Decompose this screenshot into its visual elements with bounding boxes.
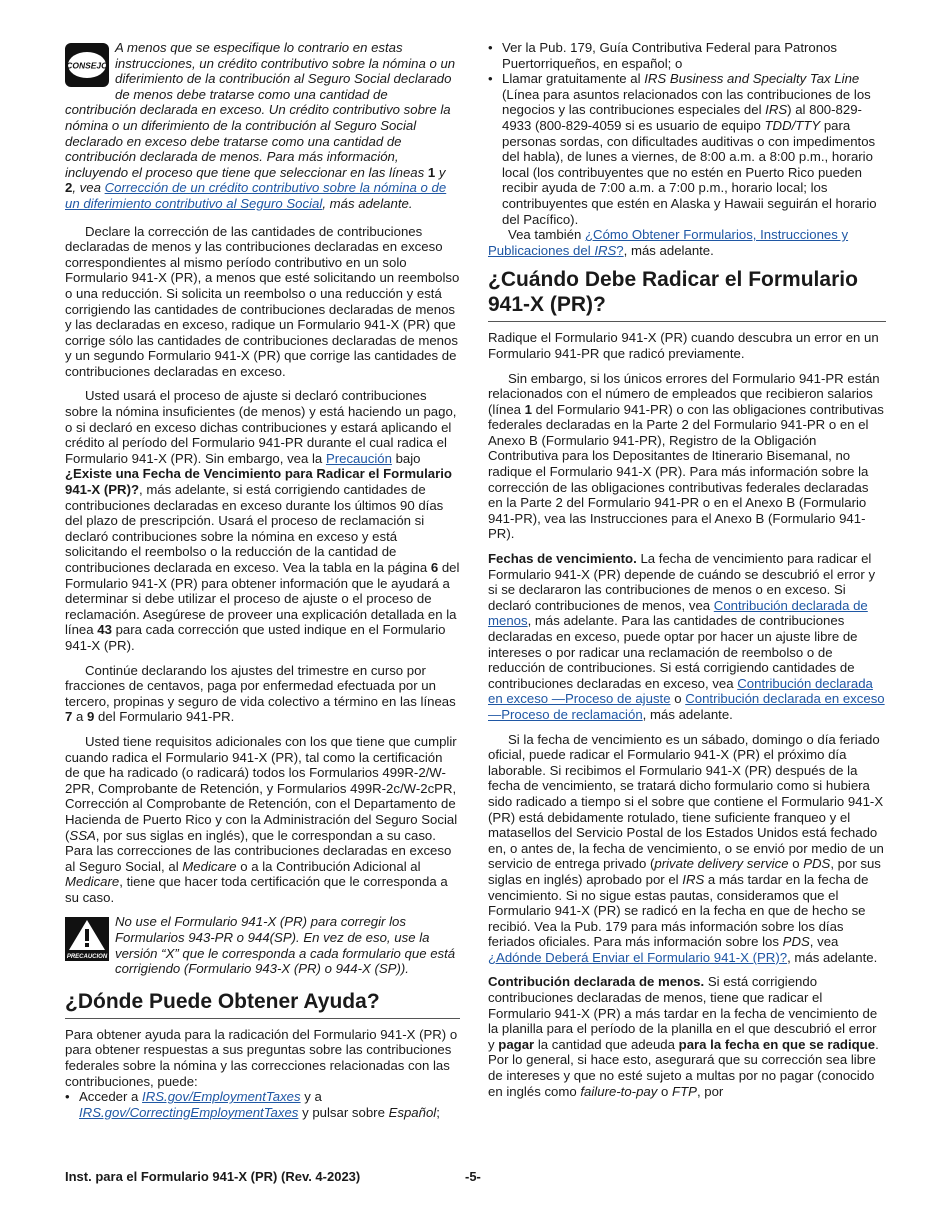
text: a [72, 709, 88, 725]
ssa-abbr: SSA [69, 827, 96, 843]
paragraph-underreported-tax [488, 974, 886, 1099]
heading-when-to-file: ¿Cuándo Debe Radicar el Formulario 941-X (PR)? [488, 267, 886, 322]
line-7-ref: 7 [65, 709, 73, 725]
pds-abbr: PDS [803, 856, 831, 872]
paragraph-see-also [488, 227, 886, 258]
paragraph-help-intro: Para obtener ayuda para la radicación del Formulario 941-X (PR) o para obtener respuestas a sus preguntas sobre las contribuciones federales sobre la nómina y las correcciones relacionadas con las contribuciones, puede: [65, 1026, 458, 1089]
due-dates-title: Fechas de vencimiento. [488, 551, 637, 567]
bold-due-date-ref: ¿Existe una Fecha de Vencimiento para Radicar el Formulario 941-X (PR)? [65, 466, 452, 498]
text: y a [300, 1089, 322, 1105]
tip-note [65, 40, 460, 212]
irs-line-name: IRS Business and Specialty Tax Line [644, 71, 860, 87]
text: (Línea para asuntos relacionados con las contribuciones de los negocios y las contribuciones especiales del [502, 86, 871, 118]
tip-line-1: 1 [427, 164, 436, 180]
text: del Formulario 941-PR) o con las obligaciones contributivas federales declaradas en la Parte 2 del Formulario 941-PR o en el Anexo B (Formulario 941-PR), Registro de la Obligación Contributiva para los Depositantes de Itinerario Bisemanal, no radique el Formulario 941-X (PR). Para más información sobre la corrección de las obligaciones contributivas federales declaradas en la Parte 2 del Formulario 941-PR o en el Anexo B (Formulario 941-PR), vea las Instrucciones para el Anexo B (Formulario 941-PR). [488, 401, 884, 542]
link-where-to-send[interactable]: ¿Adónde Deberá Enviar el Formulario 941-X (PR)? [488, 949, 788, 965]
text: ) al 800-829-4933 (800-829-4059 si es usuario de equipo [502, 102, 862, 133]
text: , más adelante. [623, 242, 714, 258]
paragraph-report-corrections: Declare la corrección de las cantidades de contribuciones declaradas de menos y las contribuciones declaradas en exceso correspondientes al mismo período contributivo en un solo Formulario 941-X (PR), a menos que esté solicitando un reembolso o una reducción. Si solicita un reembolso o una reducción y está corrigiendo las cantidades de contribuciones declaradas de menos y las declaradas en exceso, radique un Formulario 941-X (PR) que corrige sólo las cantidades de contribuciones declaradas de menos y un segundo Formulario 941-X (PR) que corrige las cantidades de contribuciones declaradas en exceso. [65, 223, 460, 379]
caution-icon-label: PRECAUCION [66, 954, 108, 961]
paragraph-additional-requirements [65, 734, 460, 906]
paragraph-file-when-error: Radique el Formulario 941-X (PR) cuando descubra un error en un Formulario 941-PR que radicó previamente. [488, 330, 879, 361]
caution-note [65, 914, 460, 976]
text: a más tardar en la fecha de vencimiento. Si no sigue estas pautas, consideramos que el Formulario 941-X (PR) se radicó en la fecha en que de hecho se recibió. Vea la Pub. 179 para más información sobre los días feriados oficiales. Para más información sobre los [488, 871, 869, 950]
paragraph-weekend-due-date [488, 732, 886, 966]
paragraph-exceptions [488, 371, 886, 543]
paragraph-due-dates [488, 551, 886, 723]
text: del Formulario 941-PR. [94, 709, 235, 725]
link-underreported-tax[interactable]: Contribución declarada de menos [488, 597, 868, 629]
text: , más adelante, si está corrigiendo cantidades de contribuciones declaradas en exceso durante los últimos 90 días del plazo de prescripción. Usará el proceso de reclamación si declaró contribuciones sobre la nómina en exceso y está solicitando el reembolso o la reducción de la cantidad de contribuciones declarada en exceso. Vea la tabla en la página [65, 482, 444, 575]
text: , más adelante. [787, 949, 878, 965]
medicare-term: Medicare [65, 874, 120, 890]
text: la cantidad que adeuda [534, 1036, 679, 1052]
text: Acceder a [79, 1089, 143, 1105]
pds-abbr: PDS [782, 934, 810, 950]
bold-pay: pagar [498, 1036, 535, 1052]
paragraph-adjustment-process [65, 388, 460, 653]
text: Si la fecha de vencimiento es un sábado, domingo o día feriado oficial, puede radicar el Formulario 941-X (PR) el próximo día laborable. Si recibimos el Formulario 941-X (PR) después de la fecha de vencimiento, se tratará dicho formulario como si hubiera sido radicado a tiempo si el sobre que contiene el Formulario 941-X (PR) está debidamente rotulado, tiene suficiente franqueo y el matasellos del Servicio Postal de los Estados Unidos está fechado en, o antes de, la fecha de vencimiento, o se envió por medio de un servicio de entrega privado ( [488, 731, 884, 872]
text: y pulsar sobre [298, 1104, 389, 1120]
pds-term: private delivery service [654, 856, 789, 872]
page-number-ref: 6 [430, 560, 439, 575]
text: Continúe declarando los ajustes del trimestre en curso por fracciones de centavos, paga por enfermedad efectuada por un tercero, propinas y seguro de vida colectivo a término en las líneas [65, 662, 456, 709]
link-precaucion[interactable]: Precaución [325, 450, 392, 466]
line-1-ref: 1 [524, 401, 532, 417]
link-overreported-adjustment[interactable]: Contribución declarada en exceso —Proceso de ajuste [488, 675, 873, 707]
right-column [488, 40, 886, 1108]
medicare-term: Medicare [182, 858, 237, 874]
irs-abbr: IRS [765, 102, 788, 118]
bold-by-filing-date: para la fecha en que se radique [678, 1036, 876, 1052]
text: . Por lo general, si hace esto, asegurará que su corrección sea libre de intereses y que no esté sujeto a multas por no pagar (conocido en inglés como [488, 1036, 879, 1099]
text: , vea [809, 934, 839, 950]
text: Llamar gratuitamente al [502, 71, 645, 87]
espanol-term: Español [388, 1104, 437, 1120]
ftp-term: failure-to-pay [580, 1083, 658, 1099]
text: Vea también [508, 227, 585, 243]
tip-and: y [435, 164, 446, 180]
text: o [657, 1083, 673, 1099]
tip-line-2: 2 [65, 180, 73, 196]
link-irs-employment-taxes[interactable]: IRS.gov/EmploymentTaxes [142, 1089, 301, 1105]
link-irs-correcting-employment-taxes[interactable]: IRS.gov/CorrectingEmploymentTaxes [79, 1104, 299, 1120]
text: , por [696, 1083, 724, 1099]
tip-text: A menos que se especifique lo contrario en estas instrucciones, un crédito contributivo sobre la nómina o un diferimiento de la contribución al Seguro Social declarado de menos debe tratarse como una cantidad de contribución declarada en exceso. Un crédito contributivo sobre la nómina o un diferimiento de la contribución al Seguro Social declarado en exceso debe tratarse como una cantidad de contribución declarada de menos. Para más información, incluyendo el proceso que tiene que seleccionar en las líneas [65, 40, 456, 180]
underreported-title: Contribución declarada de menos. [488, 974, 705, 990]
text: , tiene que hacer toda certificación que le corresponda a su caso. [65, 874, 448, 905]
text: , por sus siglas en inglés), que le correspondan a su caso. Para las correcciones de las contribuciones declaradas en exceso al Seguro Social, al [65, 827, 452, 874]
ftp-abbr: FTP [672, 1083, 697, 1099]
text: , por sus siglas en inglés) aprobado por el [488, 856, 881, 887]
text: o a la Contribución Adicional al [236, 858, 421, 874]
text: La fecha de vencimiento para radicar el Formulario 941-X (PR) depende de cuándo se descubrió el error y si se declararon las contribuciones de menos o en exceso. Si declaró contribuciones de menos, vea [488, 551, 876, 613]
text: ? [616, 242, 624, 258]
paragraph-current-quarter-adjustments [65, 663, 460, 725]
list-item-pub-179: • Ver la Pub. 179, Guía Contributiva Federal para Patronos Puertorriqueños, en español; o [488, 40, 886, 71]
tdd-tty-term: TDD/TTY [764, 117, 821, 133]
left-column [65, 40, 460, 1120]
line-number-ref: 43 [97, 622, 112, 638]
text: Si está corrigiendo contribuciones declaradas de menos, tiene que radicar el Formulario 941-X (PR) a más tardar en la fecha de vencimiento de la planilla para el período de la planilla en el que descubrió el error y [488, 974, 878, 1052]
tip-icon [65, 43, 109, 87]
caution-icon [65, 917, 109, 961]
tip-see: , vea [72, 180, 105, 196]
text: del Formulario 941-X (PR) para obtener información que le ayudará a determinar si debe utilizar el proceso de ajuste o el proceso de reclamación. Asegúrese de proveer una explicación detallada en la línea [65, 560, 460, 638]
tip-link-payroll-credit-correction[interactable]: Corrección de un crédito contributivo sobre la nómina o de un diferimiento contributivo al Seguro Social [65, 180, 447, 211]
heading-where-to-get-help: ¿Dónde Puede Obtener Ayuda? [65, 989, 460, 1019]
text: Sin embargo, si los únicos errores del Formulario 941-PR están relacionados con el número de empleados que recibieron salarios (línea [488, 370, 880, 417]
text: Usted usará el proceso de ajuste si declaró contribuciones sobre la nómina insuficientes (de menos) y está haciendo un pago, o si declaró en exceso dichas contribuciones y estará aplicando el crédito al período del Formulario 941-PR durante el cual radica el Formulario 941-X (PR). Sin embargo, vea la [65, 388, 457, 466]
footer-form-title: Inst. para el Formulario 941-X (PR) (Rev. 4-2023) [65, 1169, 361, 1184]
list-item-call-irs [488, 71, 886, 227]
link-overreported-claim[interactable]: Contribución declarada en exceso —Proceso de reclamación [488, 691, 885, 722]
list-item-irs-gov [65, 1089, 460, 1120]
line-9-ref: 9 [87, 709, 95, 725]
irs-abbr: IRS [594, 242, 617, 258]
text: bajo [391, 450, 421, 466]
irs-abbr: IRS [682, 871, 705, 887]
text: para personas sordas, con dificultades auditivas o con impedimentos del habla), de lunes a viernes, de 8:00 a.m. a 8:00 p.m., horario local (los contribuyentes que no estén en Puerto Rico pueden recibir ayuda de 7:00 a.m. a 7:00 p.m., horario local; los contribuyentes que estén en Alaska y Hawaii seguirán el horario del Pacífico). [502, 117, 877, 227]
tip-icon-label: CONSEJO [66, 60, 108, 71]
text: Usted tiene requisitos adicionales con los que tiene que cumplir cuando radica el Formulario 941-X (PR), tal como la certificación de que ha radicado (o radicará) todos los Formularios 499R-2/W-2PR, Comprobante de Retención, y Formularios 499R-2c/W-2cPR, Corrección al Comprobante de Retención, con el Departamento de Hacienda de Puerto Rico y con la Administración del Seguro Social ( [65, 733, 458, 843]
tip-after: , más adelante. [322, 195, 413, 211]
text: o [788, 856, 804, 872]
footer-page-number: -5- [465, 1169, 481, 1184]
text: ; [436, 1104, 440, 1120]
text: , más adelante. Para las cantidades de contribuciones declaradas en exceso, puede optar por hacer un ajuste libre de intereses o por radicar una reclamación de reembolso o de reducción de contribuciones. Si está corrigiendo cantidades de contribuciones declaradas en exceso, vea [488, 613, 858, 691]
text: para cada corrección que usted indique en el Formulario 941-X (PR). [65, 622, 446, 653]
caution-text: No use el Formulario 941-X (PR) para corregir los Formularios 943-PR o 944(SP). En vez de eso, use la versión “X” que le corresponda a cada formulario que está corrigiendo (Formulario 943-X (PR) o 944-X (SP)). [115, 914, 456, 977]
text: , más adelante. [642, 706, 733, 722]
text: o [670, 691, 686, 707]
text: ¿Cómo Obtener Formularios, Instrucciones y Publicaciones del [488, 227, 849, 258]
